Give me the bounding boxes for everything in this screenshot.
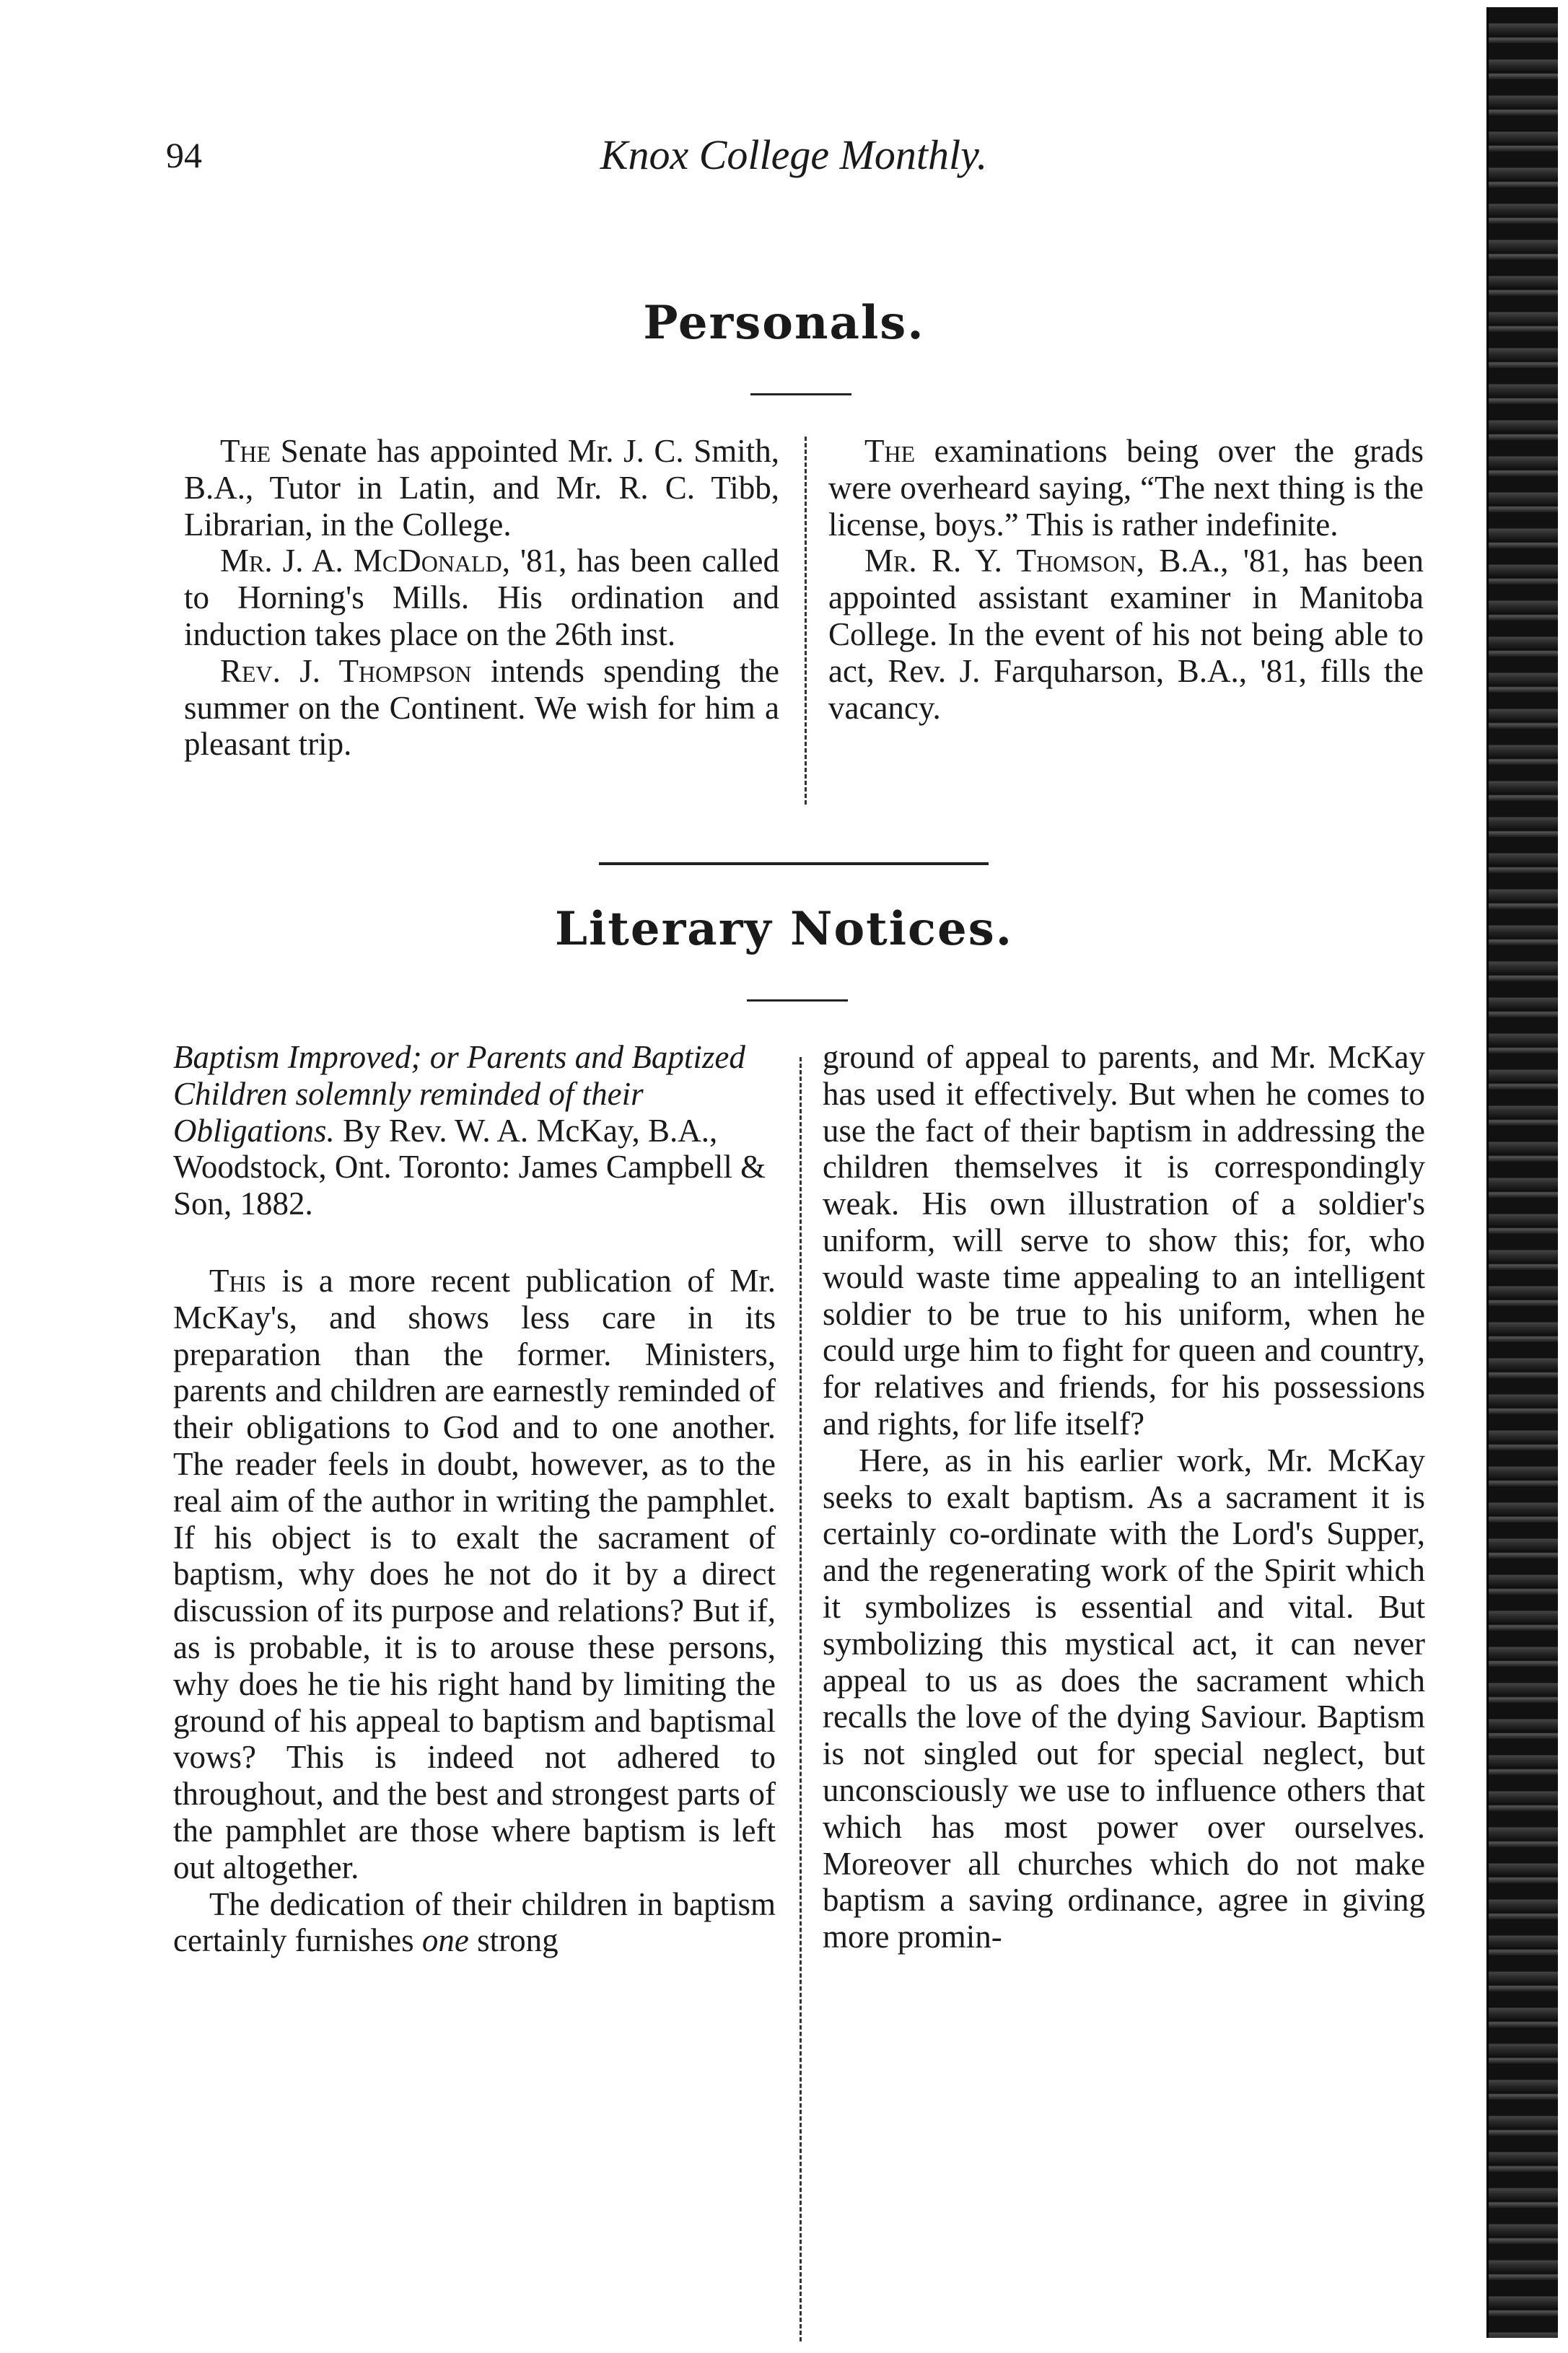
paragraph-text: is a more recent publication of Mr. McKay's, and shows less care in its preparation than the former. Ministers, parents and children are earnestly reminded of their obligations to God and to one another. The reader feels in doubt, however, as to the real aim of the author in writing the pamphlet. If his object is to exalt the sacrament of baptism, why does he not do it by a direct discussion of its purpose and relations? But if, as is probable, it is to arouse these persons, why does he tie his right hand by limiting the ground of his appeal to baptism and baptismal vows? This is indeed not adhered to throughout, and the best and strongest parts of the pamphlet are those where baptism is left out altogether.: [173, 1262, 776, 1885]
literary-right-column: [823, 1039, 1425, 1955]
section-rule: [750, 393, 851, 395]
item-text: examinations being over the grads were overheard saying, “The next thing is the license, boys.” This is rather indefinite.: [828, 433, 1424, 543]
page-number: 94: [166, 135, 202, 175]
book-title: Baptism Improved; or Parents and Baptized Children solemnly reminded of their Obligations.: [173, 1039, 745, 1149]
item-text: intends spending the summer on the Continent. We wish for him a pleasant trip.: [184, 652, 779, 763]
paragraph-tail: strong: [468, 1922, 559, 1959]
emphasis: one: [421, 1922, 469, 1959]
review-paragraph: ground of appeal to parents, and Mr. McKay has used it effectively. But when he comes to use the fact of their baptism in addressing the children themselves it is correspondingly weak. His own illustration of a soldier's uniform, will serve to show this; for, who would waste time appealing to an intelligent soldier to be true to his uniform, when he could urge him to fight for queen and country, for relatives and friends, for his possessions and rights, for life itself?: [823, 1039, 1425, 1442]
literary-notices-heading: Literary Notices.: [554, 902, 1014, 956]
item-lead: Mr. J. A. McDonald: [220, 543, 502, 579]
literary-left-column: [173, 1039, 776, 1959]
section-rule: [747, 999, 848, 1002]
personals-item: [828, 433, 1424, 543]
personals-item: [828, 543, 1424, 726]
item-text: , B.A., '81, has been appointed assistant examiner in Manitoba College. In the event of his not being able to act, Rev. J. Farquharson, B.A., '81, fills the vacancy.: [828, 543, 1424, 726]
book-citation: [173, 1039, 776, 1222]
personals-item: [184, 543, 779, 652]
review-paragraph: Here, as in his earlier work, Mr. McKay seeks to exalt baptism. As a sacrament it is certainly co-ordinate with the Lord's Supper, and the regenerating work of the Spirit which it symbolizes is essential and vital. But symbolizing this mystical act, it can never appeal to us as does the sacrament which recalls the love of the dying Saviour. Baptism is not singled out for special neglect, but unconsciously we use to influence others that which has most power over ourselves. Moreover all churches which do not make baptism a saving ordinance, agree in giving more promin-: [823, 1442, 1425, 1955]
item-text: , '81, has been called to Horning's Mills. His ordination and induction takes place on the 26th inst.: [184, 543, 779, 652]
personals-heading: Personals.: [643, 296, 925, 350]
journal-title: Knox College Monthly.: [600, 131, 988, 178]
item-lead: Rev. J. Thompson: [220, 652, 472, 689]
personals-left-column: [184, 433, 779, 763]
personals-item: [184, 653, 779, 763]
review-paragraph: [173, 1886, 776, 1960]
personals-item: [184, 433, 779, 543]
column-divider: [800, 1057, 802, 2341]
review-paragraph: [173, 1263, 776, 1886]
personals-right-column: [828, 433, 1424, 726]
item-lead: The: [220, 433, 271, 469]
section-divider-rule: [599, 862, 989, 865]
paragraph-text: The dedication of their children in baptism certainly furnishes: [173, 1885, 776, 1959]
book-details: By Rev. W. A. McKay, B.A., Woodstock, Ont. Toronto: James Campbell & Son, 1882.: [173, 1112, 766, 1222]
paragraph-lead: This: [209, 1262, 267, 1299]
running-head: [166, 123, 1422, 188]
item-lead: The: [864, 433, 916, 469]
page-edge-shadow: [1486, 7, 1558, 2338]
item-lead: Mr. R. Y. Thomson: [864, 543, 1136, 579]
column-divider: [805, 437, 807, 805]
scanned-page-edge: [1472, 0, 1568, 2353]
item-text: Senate has appointed Mr. J. C. Smith, B.A., Tutor in Latin, and Mr. R. C. Tibb, Librarian, in the College.: [184, 433, 779, 543]
